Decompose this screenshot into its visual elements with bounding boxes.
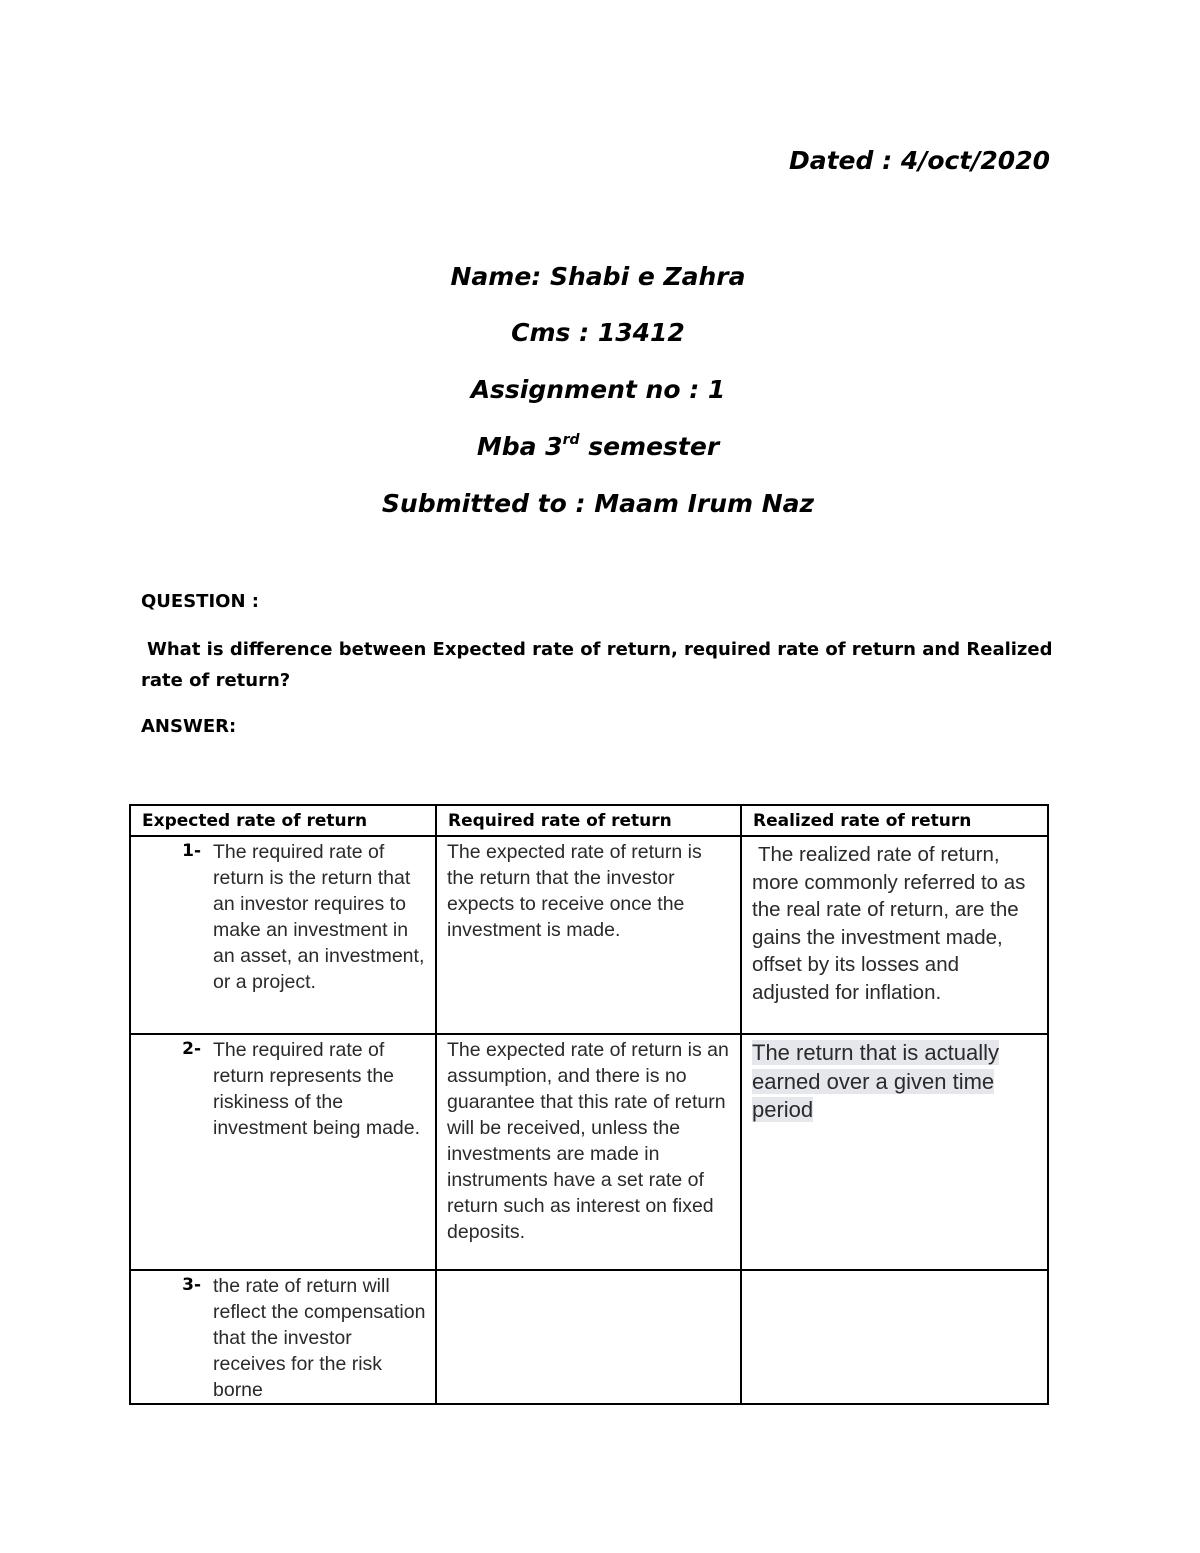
- cell-text: The expected rate of return is the return that the investor expects to receive once the investment is made.: [447, 841, 702, 941]
- cell-text: The required rate of return represents the riskiness of the investment being made.: [213, 1039, 421, 1139]
- table-row: [130, 1270, 1048, 1404]
- cell-text: The expected rate of return is an assumption, and there is no guarantee that this rate of return will be received, unless the investments are made in instruments have a set rate of return such as interest on fixed deposits.: [447, 1039, 729, 1243]
- cell-text: [437, 1271, 740, 1273]
- cms-number: Cms : 13412: [511, 318, 685, 347]
- semester-suffix: semester: [579, 432, 720, 461]
- highlighted-text: The return that is actually earned over a given time period: [752, 1040, 1000, 1122]
- student-name: Name: Shabi e Zahra: [450, 262, 746, 291]
- table-cell: [436, 1270, 741, 1404]
- semester-prefix: Mba 3: [476, 432, 563, 461]
- table-cell: [130, 836, 436, 1034]
- date-line: Dated : 4/oct/2020: [788, 146, 1050, 175]
- table-row: [130, 836, 1048, 1034]
- cell-text: The required rate of return is the return that an investor requires to make an investment in an asset, an investment, or a project.: [213, 841, 425, 993]
- cell-text: The realized rate of return, more commonly referred to as the real rate of return, are the gains the investment made, offset by its losses and adjusted for inflation.: [752, 843, 1026, 1004]
- answer-label: ANSWER:: [141, 716, 237, 737]
- table-cell: [130, 1270, 436, 1404]
- header-required: Required rate of return: [436, 805, 741, 836]
- header-expected: Expected rate of return: [130, 805, 436, 836]
- question-text: What is difference between Expected rate of return, required rate of return and Realized rate of return?: [141, 639, 1053, 691]
- cell-text: [742, 1271, 1047, 1273]
- row-number: 2-: [182, 1039, 201, 1059]
- semester-line: [0, 432, 1196, 461]
- comparison-table: [129, 804, 1049, 1405]
- row-number: 3-: [182, 1275, 201, 1295]
- table-cell: [130, 1034, 436, 1270]
- cell-text: the rate of return will reflect the compensation that the investor receives for the risk borne: [213, 1275, 426, 1401]
- table-header-row: [130, 805, 1048, 836]
- assignment-number: Assignment no : 1: [470, 375, 726, 404]
- table-cell: [741, 1270, 1048, 1404]
- table-cell: [741, 1034, 1048, 1270]
- question-label: QUESTION :: [141, 591, 259, 612]
- submitted-to: Submitted to : Maam Irum Naz: [381, 489, 815, 518]
- row-number: 1-: [182, 841, 201, 861]
- semester-superscript: rd: [562, 432, 580, 448]
- table-row: [130, 1034, 1048, 1270]
- table-cell: [436, 1034, 741, 1270]
- header-realized: Realized rate of return: [741, 805, 1048, 836]
- table-cell: [741, 836, 1048, 1034]
- table-cell: [436, 836, 741, 1034]
